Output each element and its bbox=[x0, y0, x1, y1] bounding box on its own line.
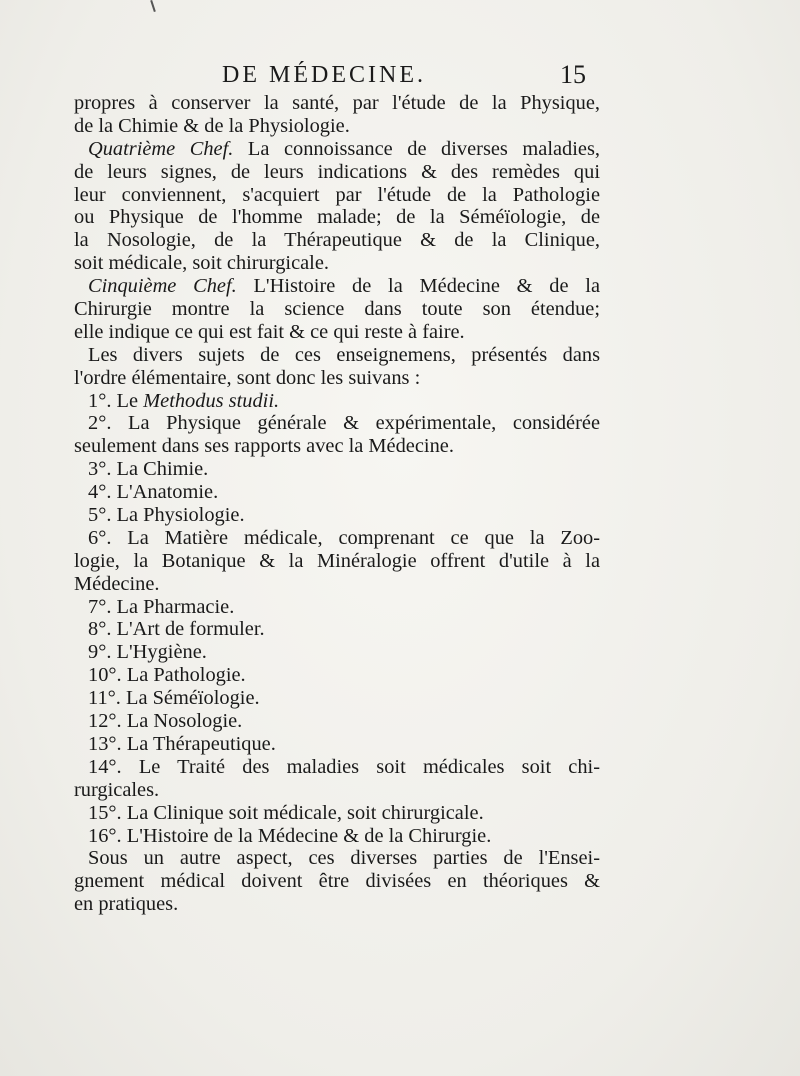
section-label: Cinquième Chef. bbox=[88, 275, 237, 298]
list-item: 10°. La Pathologie. bbox=[88, 664, 246, 687]
text-line: gnement médical doivent être divisées en théoriques & bbox=[74, 870, 600, 893]
list-item: 3°. La Chimie. bbox=[88, 458, 209, 481]
text-line: Les divers sujets de ces enseignemens, présentés dans bbox=[88, 343, 600, 366]
text-line: de leurs signes, de leurs indications & des remèdes qui bbox=[74, 160, 600, 183]
list-item: 7°. La Pharmacie. bbox=[88, 595, 235, 618]
text-line: de la Chimie & de la Physiologie. bbox=[74, 114, 350, 137]
list-item: 6°. La Matière médicale, comprenant ce que la Zoo- bbox=[88, 526, 600, 549]
list-item: 16°. L'Histoire de la Médecine & de la Chirurgie. bbox=[88, 824, 492, 847]
section-label: Quatrième Chef. bbox=[88, 137, 234, 160]
text-line: ou Physique de l'homme malade; de la Séméïologie, de bbox=[74, 206, 600, 229]
text-line: Médecine. bbox=[74, 572, 160, 595]
list-item: 4°. L'Anatomie. bbox=[88, 481, 219, 504]
list-item: 11°. La Séméïologie. bbox=[88, 687, 260, 710]
list-item: 9°. L'Hygiène. bbox=[88, 641, 207, 664]
text-line: propres à conserver la santé, par l'étude de la Physique, bbox=[74, 92, 600, 114]
list-item: 2°. La Physique générale & expérimentale, considérée bbox=[88, 412, 600, 435]
text-line: Sous un autre aspect, ces diverses parties de l'Ensei- bbox=[88, 847, 600, 870]
text-line: leur conviennent, s'acquiert par l'étude de la Pathologie bbox=[74, 183, 600, 206]
body-text bbox=[74, 92, 600, 916]
italic-title: Methodus studii. bbox=[143, 389, 280, 412]
scan-mark bbox=[150, 0, 156, 12]
list-item: 8°. L'Art de formuler. bbox=[88, 618, 265, 641]
list-item: 13°. La Thérapeutique. bbox=[88, 732, 276, 755]
text-line: en pratiques. bbox=[74, 893, 179, 916]
text-line: rurgicales. bbox=[74, 778, 160, 801]
page-number: 15 bbox=[560, 60, 586, 89]
running-head: DE MÉDECINE. bbox=[222, 62, 426, 88]
text-span: L'Histoire de la Médecine & de la bbox=[236, 275, 600, 298]
text-line bbox=[74, 138, 600, 161]
text-span: La connoissance de diverses maladies, bbox=[233, 137, 600, 160]
list-item: 5°. La Physiologie. bbox=[88, 504, 245, 527]
list-item: 14°. Le Traité des maladies soit médicales soit chi- bbox=[88, 755, 600, 778]
text-line: elle indique ce qui est fait & ce qui reste à faire. bbox=[74, 320, 465, 343]
list-item: 12°. La Nosologie. bbox=[88, 710, 243, 733]
list-item bbox=[74, 390, 600, 413]
text-line: Chirurgie montre la science dans toute son étendue; bbox=[74, 298, 600, 321]
text-span: 1°. Le bbox=[88, 389, 144, 412]
list-item: 15°. La Clinique soit médicale, soit chirurgicale. bbox=[88, 801, 484, 824]
text-line: la Nosologie, de la Thérapeutique & de la Clinique, bbox=[74, 229, 600, 252]
text-line bbox=[74, 275, 600, 298]
text-line: seulement dans ses rapports avec la Médecine. bbox=[74, 435, 454, 458]
text-line: soit médicale, soit chirurgicale. bbox=[74, 252, 329, 275]
text-line: logie, la Botanique & la Minéralogie offrent d'utile à la bbox=[74, 549, 600, 572]
text-line: l'ordre élémentaire, sont donc les suivans : bbox=[74, 366, 421, 389]
